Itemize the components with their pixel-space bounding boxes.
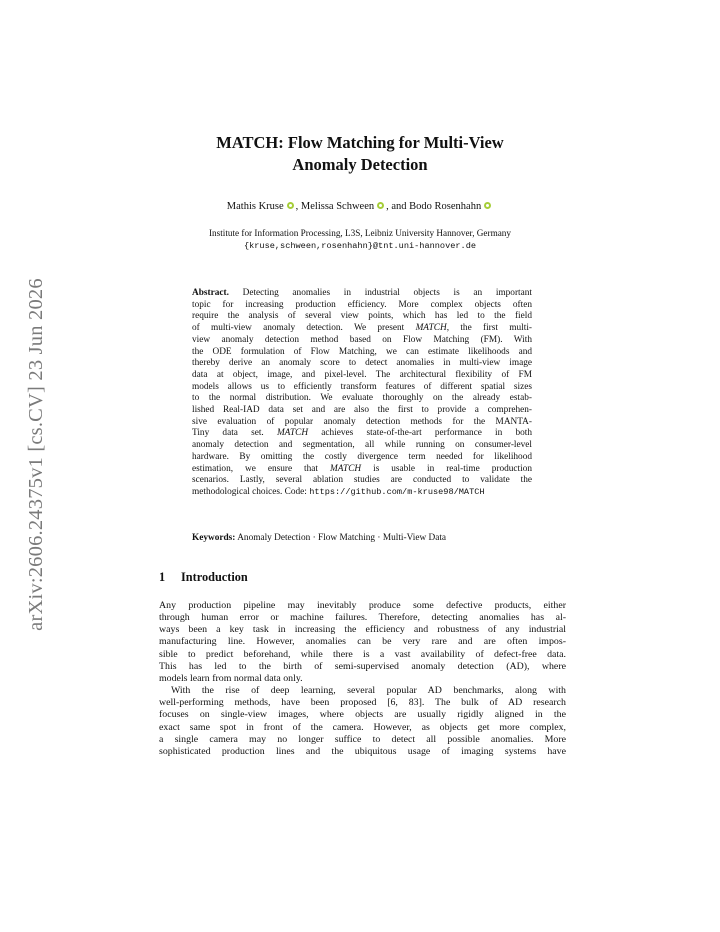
orcid-icon[interactable] [484,202,491,209]
introduction-body [159,600,566,758]
paper-title [150,132,570,176]
body-line: through human error or machine failures. Therefore, detecting anomalies has al- [159,612,566,624]
abstract [192,288,532,499]
body-line: sophisticated production lines and the ubiquitous usage of imaging systems have [159,745,566,757]
abstract-label: Abstract. [192,288,229,298]
body-line: models learn from normal data only. [159,672,303,684]
abstract-line: lished Real-IAD data set and are also the first to provide a comprehen- [192,405,532,416]
section-number: 1 [159,570,166,584]
method-name: MATCH [276,428,309,439]
author-list [150,201,570,213]
code-link[interactable]: https://github.com/m-kruse98/MATCH [309,486,485,497]
body-line: a single camera may no longer suffice to detect all possible anomalies. More [159,733,566,745]
section-title: Introduction [181,570,248,584]
orcid-icon[interactable] [377,202,384,209]
section-heading [159,569,248,585]
author-name: Mathis Kruse [226,201,284,212]
body-line: exact same spot in front of the camera. However, as objects get more complex, [159,721,566,733]
abstract-line: models allows us to efficiently transform features of different spatial sizes [192,381,532,392]
abstract-line: anomaly detection and segmentation, all while running on consumer-level [192,440,532,451]
abstract-line: the ODE formulation of Flow Matching, we can estimate likelihoods and [192,346,532,357]
abstract-line: thereby derive an anomaly score to detect anomalies in multi-view image [192,358,532,369]
title-line-1: MATCH: Flow Matching for Multi-View [216,133,504,152]
body-line: ways been a key task in increasing the efficiency and robustness of any industrial [159,624,566,636]
abstract-line: hardware. By omitting the costly divergence term needed for likelihood [192,451,532,462]
abstract-line: to the normal distribution. We evaluate thoroughly on the already estab- [192,393,532,404]
abstract-line: view anomaly detection method based on Flow Matching (FM). With [192,334,532,345]
affiliation [150,227,570,252]
method-name: MATCH [415,323,447,334]
body-line: This has led to the birth of semi-supervised anomaly detection (AD), where [159,660,566,672]
abstract-line: topic for increasing production efficiency. More complex objects often [192,299,532,310]
body-line: With the rise of deep learning, several popular AD benchmarks, along with [171,685,566,697]
title-line-2: Anomaly Detection [292,155,428,174]
abstract-line: data at object, image, and pixel-level. The architectural flexibility of FM [192,369,532,380]
keywords-text: Anomaly Detection · Flow Matching · Multi-View Data [235,533,447,543]
arxiv-side-stamp [19,263,53,645]
author-name: , Melissa Schween [295,201,375,212]
author-name: , and Bodo Rosenhahn [386,201,482,212]
arxiv-identifier[interactable]: arXiv:2606.24375v1 [cs.CV] 23 Jun 2026 [24,277,47,631]
institute: Institute for Information Processing, L3S, Leibniz University Hannover, Germany [209,228,511,238]
abstract-line: scenarios. Lastly, several ablation studies are conducted to validate the [192,475,532,486]
method-name: MATCH [329,463,362,474]
abstract-line: estimation, we ensure that MATCH is usable in real-time production [192,463,532,474]
body-line: sible to predict beforehand, while there is a vast availability of defect-free data. [159,648,566,660]
keywords-label: Keywords: [192,533,236,543]
keywords [192,532,532,544]
abstract-line: Abstract. Detecting anomalies in industrial objects is an important [192,288,532,298]
body-line: manufacturing line. However, anomalies can be very rare and are often impos- [159,636,566,648]
abstract-line: sive evaluation of popular anomaly detection methods for the MANTA- [192,416,532,427]
body-line: well-performing methods, have been proposed [6, 83]. The bulk of AD research [159,697,566,709]
body-line: Any production pipeline may inevitably produce some defective products, either [159,600,566,611]
abstract-line: Tiny data set. MATCH achieves state-of-the-art performance in both [192,428,533,439]
abstract-line: require the analysis of several view points, which has led to the field [192,311,532,322]
author-emails: {kruse,schween,rosenhahn}@tnt.uni-hannover.de [243,241,477,251]
abstract-line: methodological choices. Code: https://github.com/m-kruse98/MATCH [192,486,485,497]
orcid-icon[interactable] [287,202,294,209]
abstract-line: of multi-view anomaly detection. We present MATCH, the first multi- [192,323,533,334]
body-line: focuses on single-view images, where objects are usually rigidly aligned in the [159,709,566,721]
